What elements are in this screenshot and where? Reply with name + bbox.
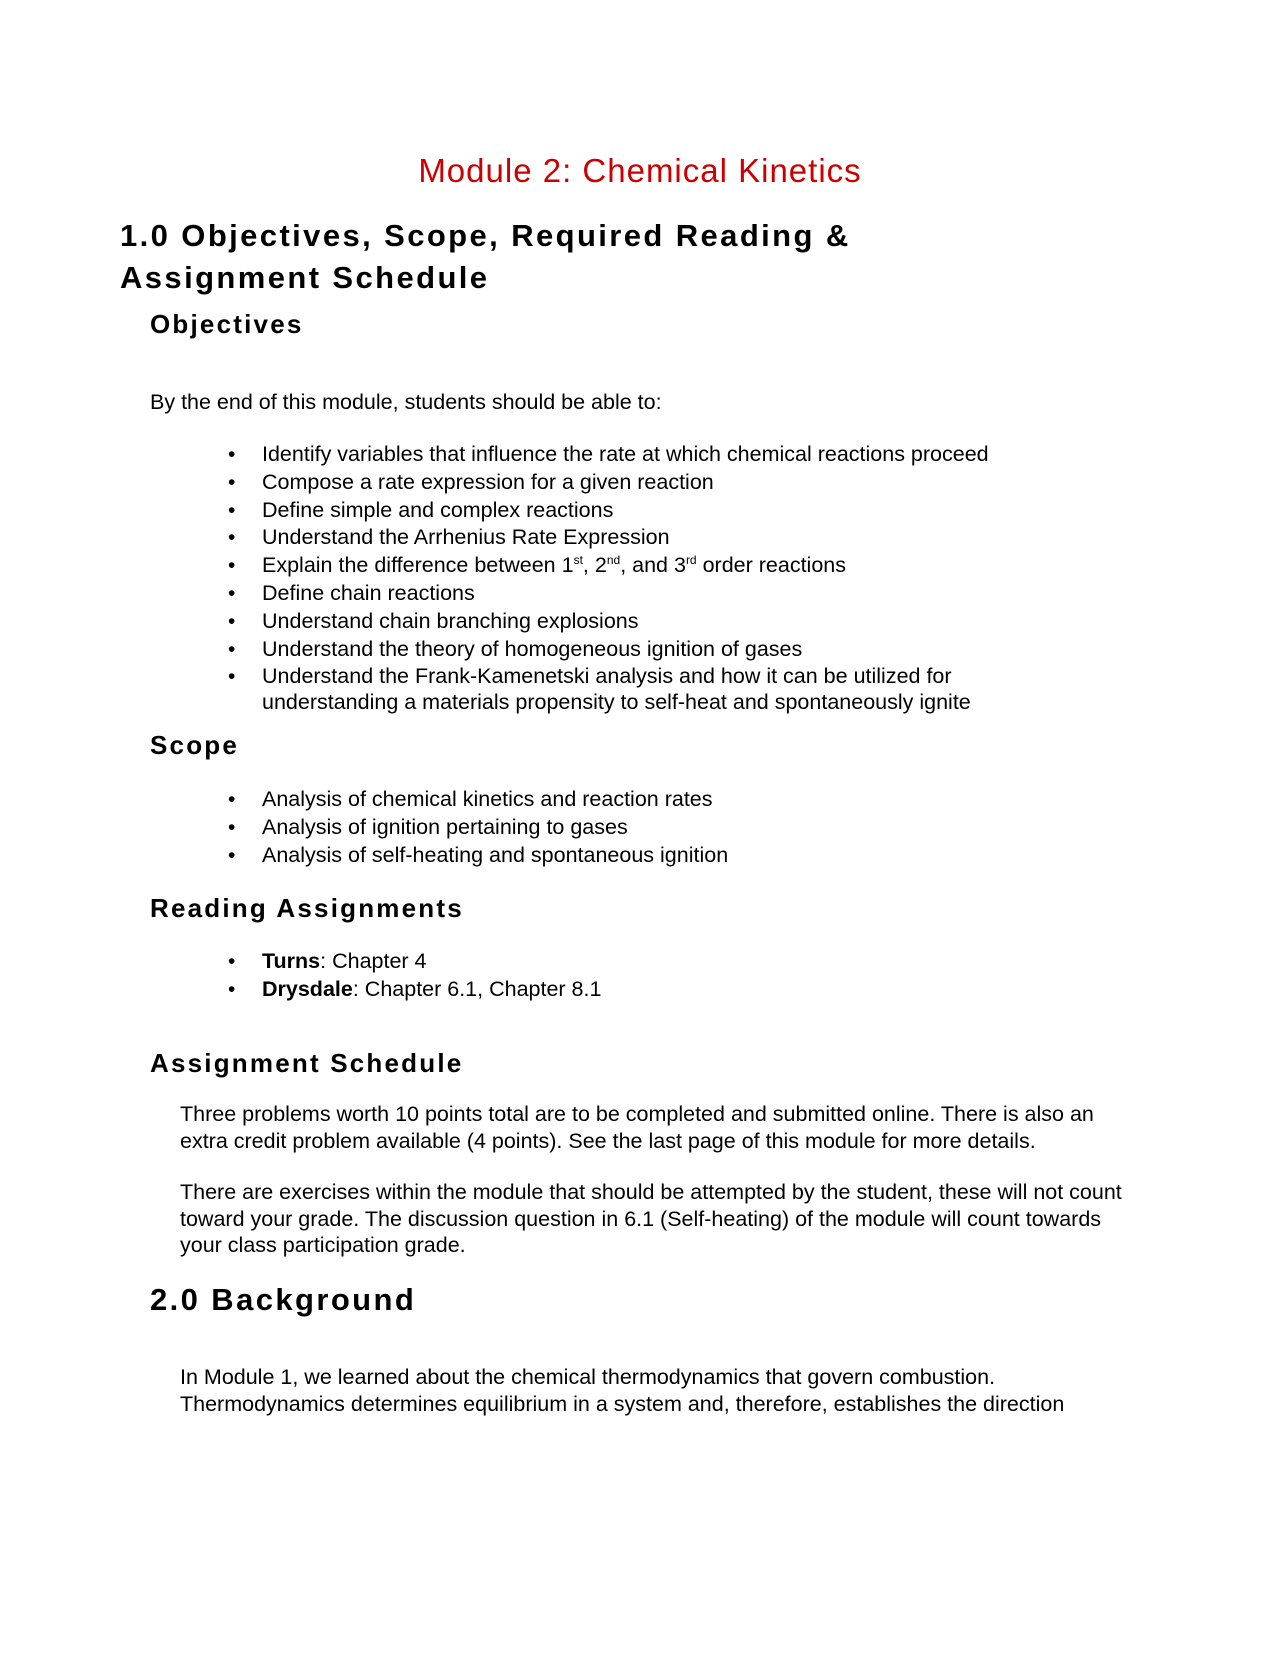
objectives-intro: By the end of this module, students should be able to:: [150, 390, 662, 414]
schedule-paragraph-1: Three problems worth 10 points total are to be completed and submitted online. There is also an extra credit problem available (4 points). See the last page of this module for more details.: [180, 1102, 1094, 1153]
list-item: • Drysdale: Chapter 6.1, Chapter 8.1: [228, 976, 1128, 1004]
bullet-icon: [228, 469, 248, 497]
bullet-icon: [228, 608, 248, 636]
schedule-paragraph-2: There are exercises within the module that should be attempted by the student, these will not count toward your grade. The discussion question in 6.1 (Self-heating) of the module will count towards your class participation grade.: [180, 1180, 1122, 1257]
section-1-heading-line-2: Assignment Schedule: [120, 260, 490, 295]
list-item: • Understand chain branching explosions: [228, 608, 1128, 636]
bullet-icon: [228, 976, 248, 1004]
list-item: • Analysis of ignition pertaining to gases: [228, 814, 1128, 842]
section-1-heading: [120, 215, 1160, 299]
list-item: • Define simple and complex reactions: [228, 497, 1128, 525]
bullet-icon: [228, 814, 248, 842]
list-item: • Understand the theory of homogeneous ignition of gases: [228, 636, 1128, 664]
objectives-list: [228, 441, 1128, 715]
scope-list: [228, 786, 1128, 869]
bullet-icon: [228, 636, 248, 664]
list-item: • Define chain reactions: [228, 580, 1128, 608]
background-paragraph: In Module 1, we learned about the chemical thermodynamics that govern combustion. Thermodynamics determines equilibrium in a system and, therefore, establishes the direction: [180, 1365, 1065, 1416]
bullet-icon: [228, 552, 248, 580]
list-item: • Analysis of self-heating and spontaneous ignition: [228, 842, 1128, 870]
section-1-heading-line-1: 1.0 Objectives, Scope, Required Reading &: [120, 218, 851, 253]
scope-heading: Scope: [150, 730, 240, 760]
section-2-heading: 2.0 Background: [150, 1282, 417, 1317]
list-item: • Turns: Chapter 4: [228, 948, 1128, 976]
schedule-heading: Assignment Schedule: [150, 1048, 464, 1078]
bullet-icon: [228, 786, 248, 814]
list-item: • Identify variables that influence the rate at which chemical reactions proceed: [228, 441, 1128, 469]
reading-heading: Reading Assignments: [150, 893, 464, 923]
list-item: • Understand the Frank-Kamenetski analysis and how it can be utilized for understanding a materials propensity to self-heat and spontaneously ignite: [228, 663, 1022, 715]
bullet-icon: [228, 948, 248, 976]
bullet-icon: [228, 580, 248, 608]
bullet-icon: [228, 497, 248, 525]
bullet-icon: [228, 842, 248, 870]
bullet-icon: [228, 524, 248, 552]
reading-list: [228, 948, 1128, 1004]
list-item: • Compose a rate expression for a given reaction: [228, 469, 1128, 497]
list-item-reaction-orders: • Explain the difference between 1st, 2nd, and 3rd order reactions: [228, 552, 1128, 580]
list-item: • Analysis of chemical kinetics and reaction rates: [228, 786, 1128, 814]
document-title: Module 2: Chemical Kinetics: [418, 152, 862, 189]
bullet-icon: [228, 663, 248, 690]
list-item: • Understand the Arrhenius Rate Expression: [228, 524, 1128, 552]
objectives-heading: Objectives: [150, 309, 304, 339]
bullet-icon: [228, 441, 248, 469]
